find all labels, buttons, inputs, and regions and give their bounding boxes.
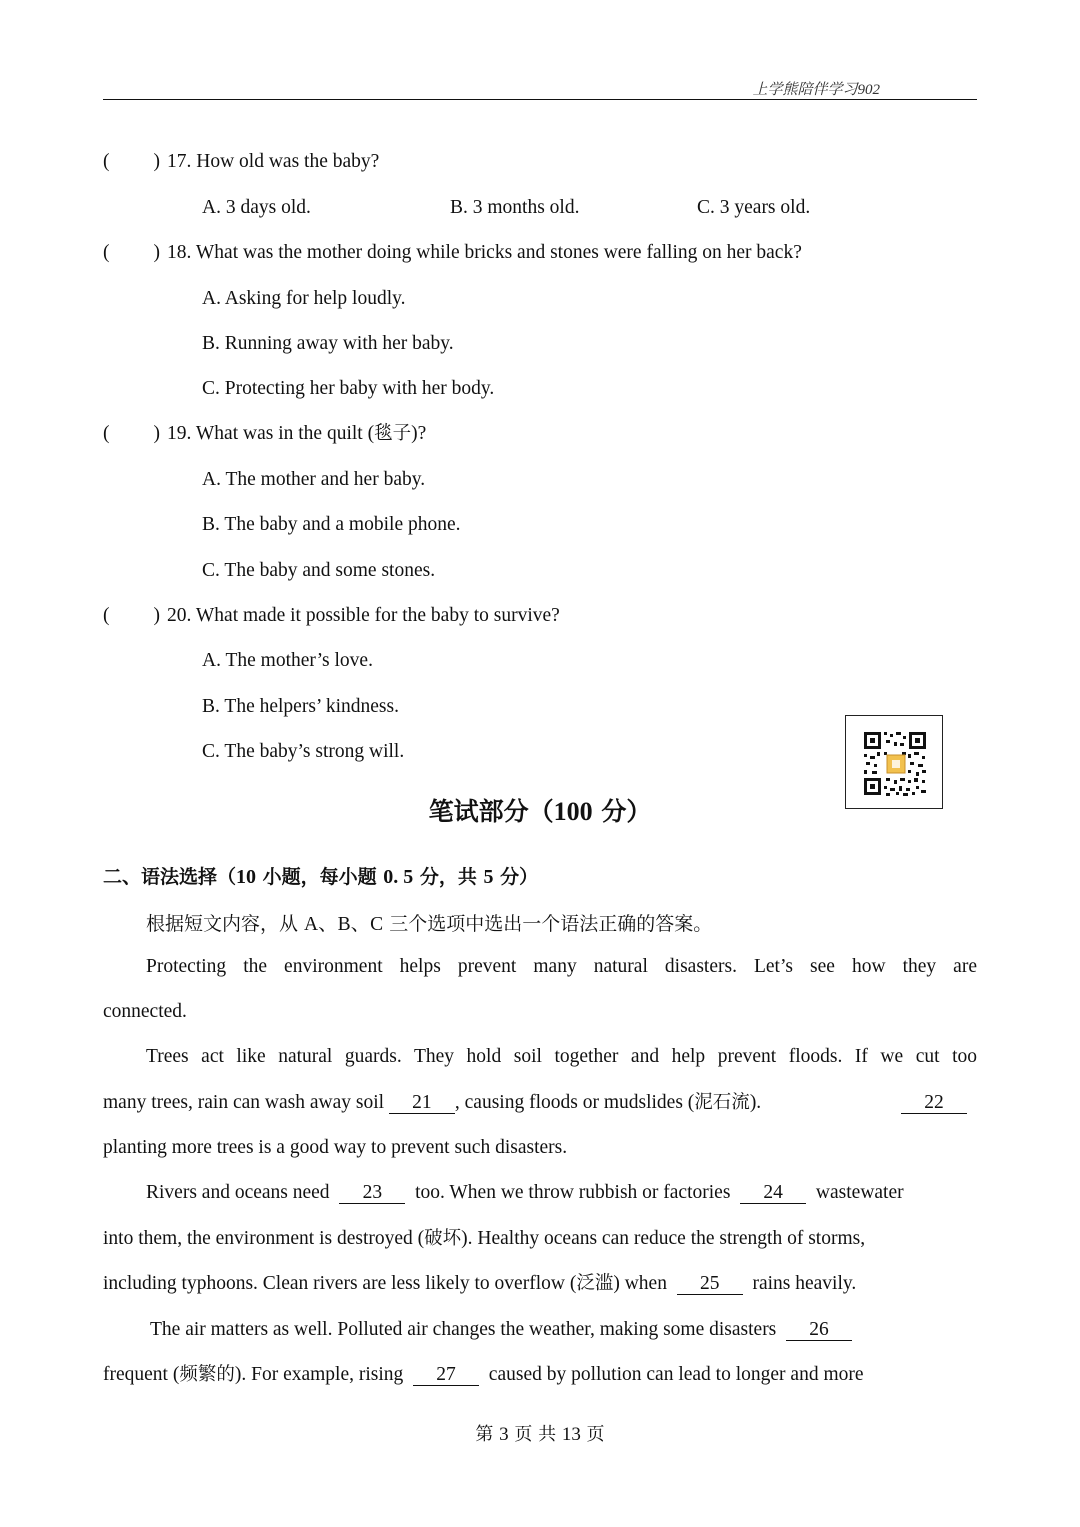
q18-option-a: A. Asking for help loudly.	[202, 288, 406, 309]
passage-p4-line1: The air matters as well. Polluted air changes the weather, making some disasters 26	[150, 1318, 852, 1342]
blank-24: 24	[740, 1183, 806, 1204]
q17-option-b: B. 3 months old.	[450, 197, 580, 218]
question-18: ( ) 18. What was the mother doing while bricks and stones were falling on her back?	[103, 242, 802, 263]
passage-p3-line3: including typhoons. Clean rivers are less likely to overflow (泛滥) when 25 rains heavily.	[103, 1273, 857, 1294]
header-text: 上学熊陪伴学习902	[752, 82, 880, 98]
q17-option-c: C. 3 years old.	[697, 197, 811, 218]
q17-option-a: A. 3 days old.	[202, 197, 311, 218]
blank-25: 25	[677, 1274, 743, 1295]
q20-option-a: A. The mother’s love.	[202, 650, 373, 671]
passage-p3-line1: Rivers and oceans need 23 too. When we throw rubbish or factories 24 wastewater	[146, 1182, 904, 1203]
question-19: ( ) 19. What was in the quilt (毯子)?	[103, 423, 427, 444]
section-2-title: 二、语法选择（10 小题，每小题 0. 5 分，共 5 分）	[103, 866, 539, 888]
q18-option-c: C. Protecting her baby with her body.	[202, 378, 495, 399]
q20-option-c: C. The baby’s strong will.	[202, 741, 405, 762]
passage-p1-line2: connected.	[103, 1001, 187, 1022]
passage-p4-line2: frequent (频繁的). For example, rising 27 caused by pollution can lead to longer and more	[103, 1364, 864, 1385]
blank-21: 21	[389, 1093, 455, 1114]
q18-option-b: B. Running away with her baby.	[202, 333, 454, 354]
passage-p2-line1: Trees act like natural guards. They hold soil together and help prevent floods. If we cut too	[146, 1046, 977, 1067]
blank-26: 26	[786, 1320, 852, 1341]
q19-option-a: A. The mother and her baby.	[202, 469, 426, 490]
question-17: ( ) 17. How old was the baby?	[103, 151, 380, 172]
blank-27: 27	[413, 1365, 479, 1386]
q19-option-c: C. The baby and some stones.	[202, 560, 436, 581]
q20-option-b: B. The helpers’ kindness.	[202, 696, 399, 717]
blank-23: 23	[339, 1183, 405, 1204]
passage-p2-line3: planting more trees is a good way to prevent such disasters.	[103, 1137, 568, 1158]
blank-22: 22	[901, 1093, 967, 1114]
page-footer: 第 3 页 共 13 页	[475, 1424, 605, 1445]
header-rule	[103, 99, 977, 100]
passage-p1-line1: Protecting the environment helps prevent many natural disasters. Let’s see how they are	[146, 956, 977, 977]
blank-22-wrap	[901, 1091, 967, 1115]
passage-p2-line2: many trees, rain can wash away soil 21 , causing floods or mudslides (泥石流).	[103, 1092, 762, 1113]
passage-p3-line2: into them, the environment is destroyed (破坏). Healthy oceans can reduce the strength of storms,	[103, 1228, 866, 1249]
written-part-title: 笔试部分（100 分）	[428, 797, 652, 826]
section-2-instruction: 根据短文内容，从 A、B、C 三个选项中选出一个语法正确的答案。	[146, 913, 713, 935]
q19-option-b: B. The baby and a mobile phone.	[202, 514, 461, 535]
question-20: ( ) 20. What made it possible for the baby to survive?	[103, 605, 560, 626]
